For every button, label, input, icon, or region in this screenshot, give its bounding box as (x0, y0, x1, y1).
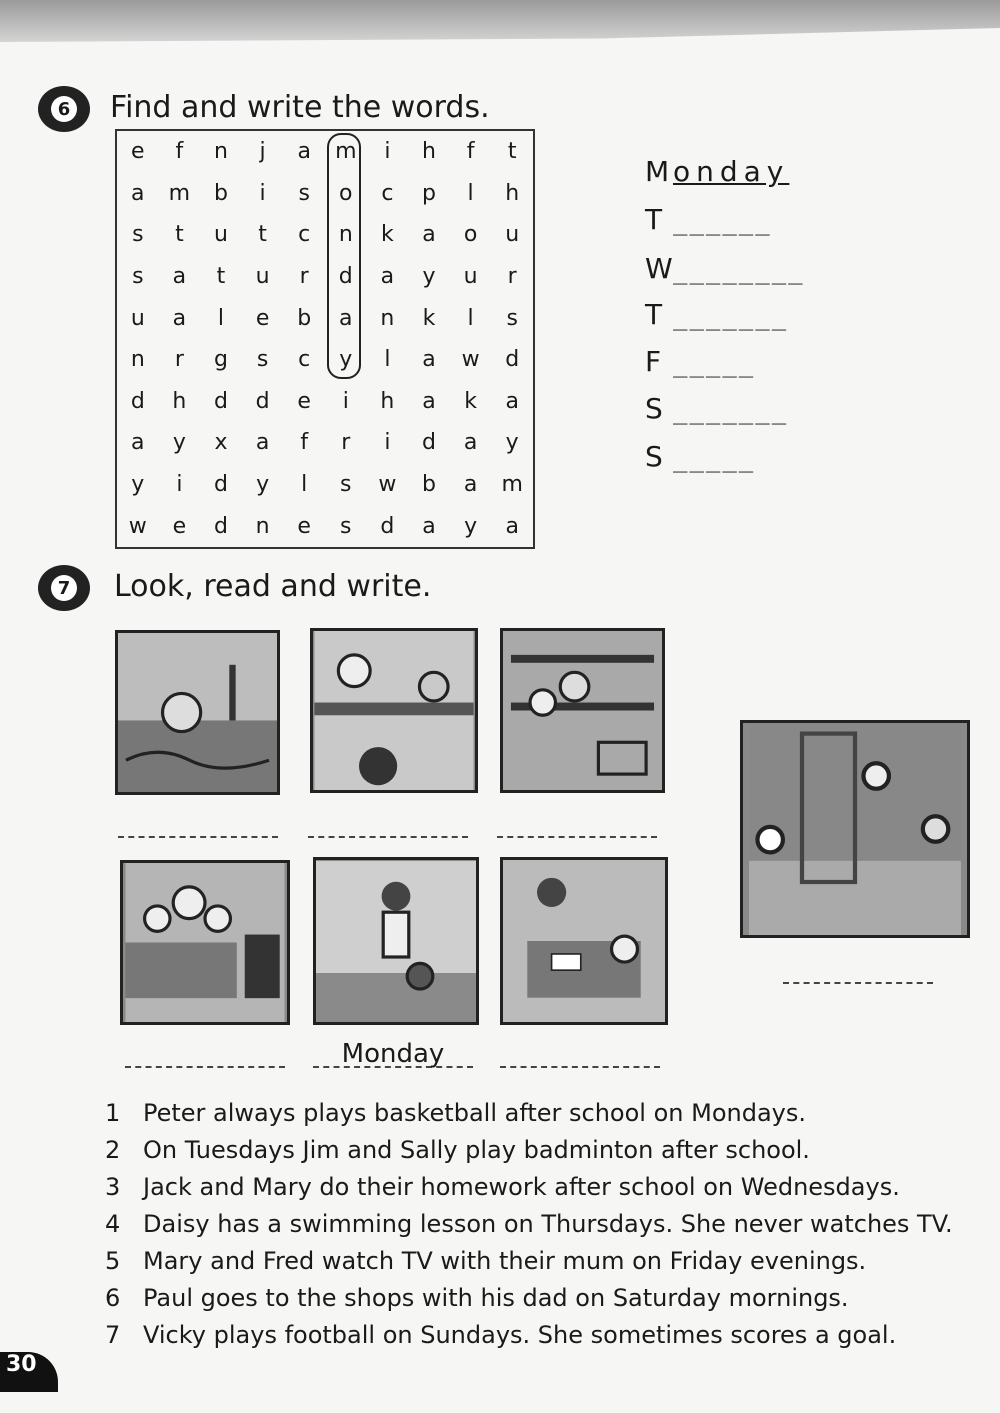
day-first-letter: F (645, 345, 662, 378)
grid-letter: l (384, 347, 391, 373)
grid-letter: a (339, 305, 353, 331)
grid-letter: a (422, 388, 436, 414)
grid-letter: p (422, 180, 436, 206)
grid-letter: l (467, 180, 474, 206)
grid-letter: e (131, 139, 145, 165)
day-answer-row[interactable] (645, 345, 755, 378)
grid-letter: u (130, 305, 145, 331)
grid-letter: d (130, 388, 145, 414)
day-blank[interactable]: _______ (673, 397, 789, 425)
grid-letter: a (172, 305, 187, 331)
grid-letter: e (297, 513, 311, 539)
day-blank[interactable]: _____ (673, 445, 756, 473)
answer-line-3[interactable] (497, 812, 657, 838)
grid-letter: e (172, 513, 187, 539)
sentence-item (105, 1242, 965, 1279)
grid-letter: s (132, 264, 144, 290)
sentence-item (105, 1168, 965, 1205)
grid-letter: j (259, 139, 266, 165)
grid-letter: d (338, 264, 353, 290)
sentence-number: 3 (105, 1172, 121, 1201)
sentence-number: 7 (105, 1320, 121, 1349)
grid-letter: r (341, 430, 351, 456)
day-blank[interactable]: ________ (673, 257, 805, 285)
grid-letter: a (505, 388, 519, 414)
grid-letter: c (298, 347, 311, 373)
day-blank[interactable]: _____ (673, 350, 756, 378)
picture-shopping (500, 628, 665, 793)
sentence-text: Peter always plays basketball after school on Mondays. (143, 1098, 806, 1127)
answer-line-2[interactable] (308, 812, 468, 838)
picture-badminton (310, 628, 478, 793)
grid-letter: m (501, 472, 523, 498)
grid-letter: b (297, 305, 312, 331)
grid-letter: l (217, 305, 225, 331)
monday-circle (327, 133, 361, 379)
grid-letter: h (380, 388, 395, 414)
grid-letter: r (174, 347, 184, 373)
grid-letter: y (422, 264, 436, 290)
grid-letter: a (380, 264, 395, 290)
grid-letter: m (335, 139, 357, 165)
grid-letter: n (130, 347, 145, 373)
grid-letter: k (381, 222, 394, 248)
grid-letter: i (384, 139, 391, 165)
grid-letter: d (422, 430, 436, 456)
sentence-item (105, 1279, 965, 1316)
grid-letter: o (463, 222, 478, 248)
grid-letter: a (172, 264, 187, 290)
grid-letter: s (340, 472, 352, 498)
grid-letter: f (300, 430, 309, 456)
grid-letter: a (131, 430, 145, 456)
sentence-text: Mary and Fred watch TV with their mum on Friday evenings. (143, 1246, 867, 1275)
exercise-7-badge (38, 565, 90, 611)
grid-letter: n (338, 222, 353, 248)
grid-letter: s (256, 347, 269, 373)
day-answer-row[interactable] (645, 203, 772, 236)
picture-basketball (313, 857, 479, 1025)
grid-letter: a (422, 513, 436, 539)
grid-letter: y (505, 430, 519, 456)
grid-letter: u (463, 264, 478, 290)
sentence-item (105, 1131, 965, 1168)
day-answer-row[interactable] (645, 155, 789, 188)
grid-letter: g (214, 347, 228, 373)
day-first-letter: W (645, 252, 673, 285)
sentence-number: 5 (105, 1246, 121, 1275)
grid-letter: s (506, 305, 518, 331)
sentence-text: Paul goes to the shops with his dad on Saturday mornings. (143, 1283, 849, 1312)
day-blank[interactable]: _______ (673, 303, 789, 331)
grid-letter: n (255, 513, 270, 539)
exercise-7-number: 7 (51, 575, 77, 601)
grid-letter: s (132, 222, 144, 248)
grid-letter: l (301, 472, 308, 498)
grid-letter: a (255, 430, 270, 456)
answer-line-6[interactable] (500, 1042, 660, 1068)
word-search-grid (115, 129, 535, 549)
grid-letter: k (422, 305, 436, 331)
grid-letter: n (214, 139, 228, 165)
grid-letter: w (128, 513, 147, 539)
day-answer-row[interactable] (645, 252, 805, 285)
day-blank[interactable]: ______ (673, 208, 772, 236)
grid-letter: t (507, 139, 517, 165)
grid-letter: c (298, 222, 311, 248)
grid-letter: o (339, 180, 353, 206)
grid-letter: l (467, 305, 474, 331)
grid-letter: u (255, 264, 270, 290)
grid-letter: a (422, 347, 436, 373)
sentence-item (105, 1316, 965, 1353)
grid-letter: w (378, 472, 397, 498)
exercise-6-badge (38, 86, 90, 132)
grid-letter: t (216, 264, 226, 290)
grid-letter: a (463, 430, 478, 456)
grid-letter: u (505, 222, 520, 248)
answer-line-7[interactable] (783, 958, 933, 984)
grid-letter: t (175, 222, 184, 248)
day-answer-row[interactable] (645, 392, 788, 425)
grid-letter: n (380, 305, 395, 331)
grid-letter: i (342, 388, 349, 414)
answer-line-1[interactable] (118, 812, 278, 838)
answer-line-4[interactable] (125, 1042, 285, 1068)
grid-letter: x (214, 430, 228, 456)
page-fold-shadow (0, 0, 1000, 70)
grid-letter: e (255, 305, 270, 331)
picture-swimming (115, 630, 280, 795)
day-filled-letters: onday (673, 155, 790, 188)
page-number: 30 (0, 1352, 58, 1392)
picture-football (740, 720, 970, 938)
sentence-item (105, 1094, 965, 1131)
day-answer-row[interactable] (645, 298, 788, 331)
sentence-item (105, 1205, 965, 1242)
grid-letter: c (381, 180, 394, 206)
sentence-list (105, 1094, 965, 1353)
grid-letter: d (380, 513, 395, 539)
sentence-text: Vicky plays football on Sundays. She sometimes scores a goal. (143, 1320, 897, 1349)
sentence-number: 6 (105, 1283, 121, 1312)
sentence-number: 2 (105, 1135, 121, 1164)
grid-letter: f (175, 139, 184, 165)
sentence-text: On Tuesdays Jim and Sally play badminton after school. (143, 1135, 810, 1164)
grid-letter: y (131, 472, 145, 498)
grid-letter: w (461, 347, 480, 373)
sentence-text: Daisy has a swimming lesson on Thursdays. She never watches TV. (143, 1209, 953, 1238)
grid-letter: s (340, 513, 352, 539)
exercise-7-title: Look, read and write. (114, 569, 432, 604)
grid-letter: b (422, 472, 436, 498)
grid-letter: d (214, 388, 228, 414)
grid-letter: a (505, 513, 519, 539)
grid-letter: y (172, 430, 186, 456)
picture-homework (500, 857, 668, 1025)
exercise-6-number: 6 (51, 96, 77, 122)
grid-letter: f (466, 139, 475, 165)
grid-letter: e (297, 388, 311, 414)
grid-letter: a (463, 472, 478, 498)
grid-letter: a (422, 222, 436, 248)
sentence-number: 4 (105, 1209, 121, 1238)
grid-letter: b (214, 180, 228, 206)
grid-letter: t (258, 222, 267, 248)
exercise-6-title: Find and write the words. (110, 90, 490, 125)
day-answer-row[interactable] (645, 440, 755, 473)
day-first-letter: S (645, 440, 663, 473)
grid-letter: r (299, 264, 309, 290)
grid-letter: i (176, 472, 183, 498)
grid-letter: s (298, 180, 310, 206)
sentence-text: Jack and Mary do their homework after school on Wednesdays. (143, 1172, 900, 1201)
grid-letter: y (464, 513, 478, 539)
grid-letter: y (339, 347, 353, 373)
grid-letter: h (505, 180, 520, 206)
grid-letter: k (464, 388, 477, 414)
grid-letter: h (172, 388, 187, 414)
grid-letter: i (384, 430, 391, 456)
grid-letter: i (259, 180, 266, 206)
grid-letter: h (422, 139, 436, 165)
day-first-letter: T (645, 298, 663, 331)
answer-line-5[interactable]: Monday (313, 1042, 473, 1068)
grid-letter: d (505, 347, 520, 373)
sentence-number: 1 (105, 1098, 121, 1127)
grid-letter: m (168, 180, 191, 206)
grid-letter: r (507, 264, 517, 290)
grid-letter: d (214, 513, 228, 539)
day-first-letter: M (645, 155, 670, 188)
day-first-letter: S (645, 392, 663, 425)
grid-letter: u (214, 222, 228, 248)
day-first-letter: T (645, 203, 663, 236)
grid-letter: y (256, 472, 270, 498)
grid-letter: d (255, 388, 270, 414)
grid-letter: a (297, 139, 311, 165)
grid-letter: d (214, 472, 228, 498)
picture-watching-tv (120, 860, 290, 1025)
grid-letter: a (131, 180, 145, 206)
